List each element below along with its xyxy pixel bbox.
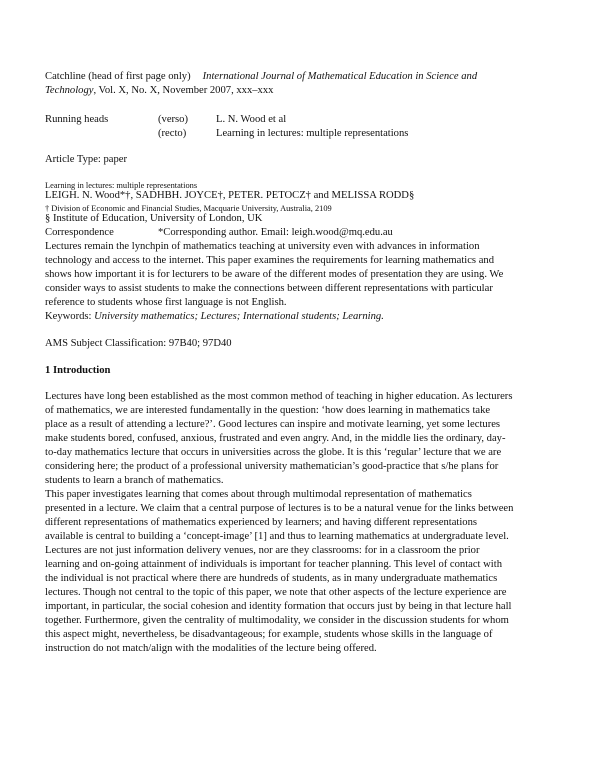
para2-line: different representations of mathematics experienced by learners; and having different representations [45, 517, 478, 528]
keywords-label: Keywords: [45, 311, 92, 322]
catchline-line-2 [45, 84, 273, 98]
keywords [45, 310, 384, 324]
para1-line: make students bored, confused, anxious, frustrated and even angry. And, in the middle lies the ordinary, day- [45, 433, 506, 444]
para2-line: together. Furthermore, given the centrality of multimodality, we consider in the discussion students for whom [45, 615, 509, 626]
abstract-line: consider ways to assist students to make the connections between different representations with particular [45, 283, 493, 294]
section-heading: 1 Introduction [45, 365, 111, 376]
abstract-line: technology and access to the internet. This paper examines the requirements for learning mathematics and [45, 255, 494, 266]
catchline-label: Catchline (head of first page only) [45, 71, 191, 82]
para2-line: This paper investigates learning that comes about through multimodal representation of mathematics [45, 489, 472, 500]
correspondence-label: Correspondence [45, 227, 114, 238]
para1-line: to-day mathematics lecture that occurs in universities across the globe. It is this ‘regular’ lecture that we are [45, 447, 502, 458]
abstract-line: Lectures remain the lynchpin of mathematics teaching at university even with advances in information [45, 241, 480, 252]
recto-tag: (recto) [158, 128, 187, 139]
volume-info: , Vol. X, No. X, November 2007, xxx–xxx [93, 85, 274, 96]
para1-line: students to learn a branch of mathematics. [45, 475, 224, 486]
short-title: Learning in lectures: multiple representations [45, 181, 198, 190]
verso-tag: (verso) [158, 114, 189, 125]
para2-line: learning and on-going attainment of individuals is important for teacher planning. This level of contact with [45, 559, 502, 570]
para2-line: lectures. Though not central to the topic of this paper, we note that other aspects of the lecture experience are [45, 587, 507, 598]
abstract [45, 240, 555, 310]
correspondence-text: *Corresponding author. Email: leigh.wood@mq.edu.au [158, 227, 393, 238]
recto-text: Learning in lectures: multiple representations [216, 128, 409, 139]
para2-line: the individual is not practical where there are hundreds of students, as in many undergraduate mathematics [45, 573, 498, 584]
journal-name: International Journal of Mathematical Education in Science and [202, 71, 478, 82]
para2-line: important, in particular, the social cohesion and identity formation that occurs just by being in that lecture hall [45, 601, 512, 612]
affiliation-2: § Institute of Education, University of London, UK [45, 213, 263, 224]
abstract-line: reference to students whose first language is not English. [45, 297, 287, 308]
verso-text: L. N. Wood et al [216, 114, 287, 125]
para2-line: this aspect might, nevertheless, be disadvantageous; for example, students whose skills in the language of [45, 629, 493, 640]
paragraph-2 [45, 488, 555, 656]
para1-line: considering here; the product of a professional university mathematician’s good-practice that s/he plans for [45, 461, 499, 472]
para1-line: of mathematics, we are interested fundamentally in the question: ‘how does learning in mathematics take [45, 405, 491, 416]
keywords-text: University mathematics; Lectures; International students; Learning. [91, 311, 384, 322]
paragraph-1 [45, 390, 555, 488]
journal-name-cont: Technology [45, 85, 94, 96]
ams-text: : 97B40; 97D40 [163, 338, 232, 349]
ams-label: AMS Subject Classification [45, 338, 164, 349]
para2-line: instruction do not match/align with the modalities of the lecture being offered. [45, 643, 377, 654]
para1-line: place as a result of attending a lecture?’. Good lectures can inspire and motivate learning, yet some lectures [45, 419, 501, 430]
para2-line: presented in a lecture. We claim that a central purpose of lectures is to be a natural venue for the links between [45, 503, 514, 514]
affiliation-1: † Division of Economic and Financial Studies, Macquarie University, Australia, 2109 [45, 204, 332, 213]
authors: LEIGH. N. Wood*†, SADHBH. JOYCE†, PETER. PETOCZ† and MELISSA RODD§ [45, 190, 415, 201]
para2-line: available is central to building a ‘concept-image’ [1] and thus to learning mathematics at undergraduate level. [45, 531, 509, 542]
running-heads-label: Running heads [45, 114, 109, 125]
ams-classification [45, 337, 232, 351]
para1-line: Lectures have long been established as the most common method of teaching in higher education. As lecturers [45, 391, 513, 402]
article-type: Article Type: paper [45, 154, 128, 165]
abstract-line: shows how important it is for lecturers to be aware of the different modes of presentation they are using. We [45, 269, 504, 280]
para2-line: Lectures are not just information delivery venues, nor are they classrooms: for in a classroom the prior [45, 545, 480, 556]
catchline-line-1 [45, 70, 477, 84]
